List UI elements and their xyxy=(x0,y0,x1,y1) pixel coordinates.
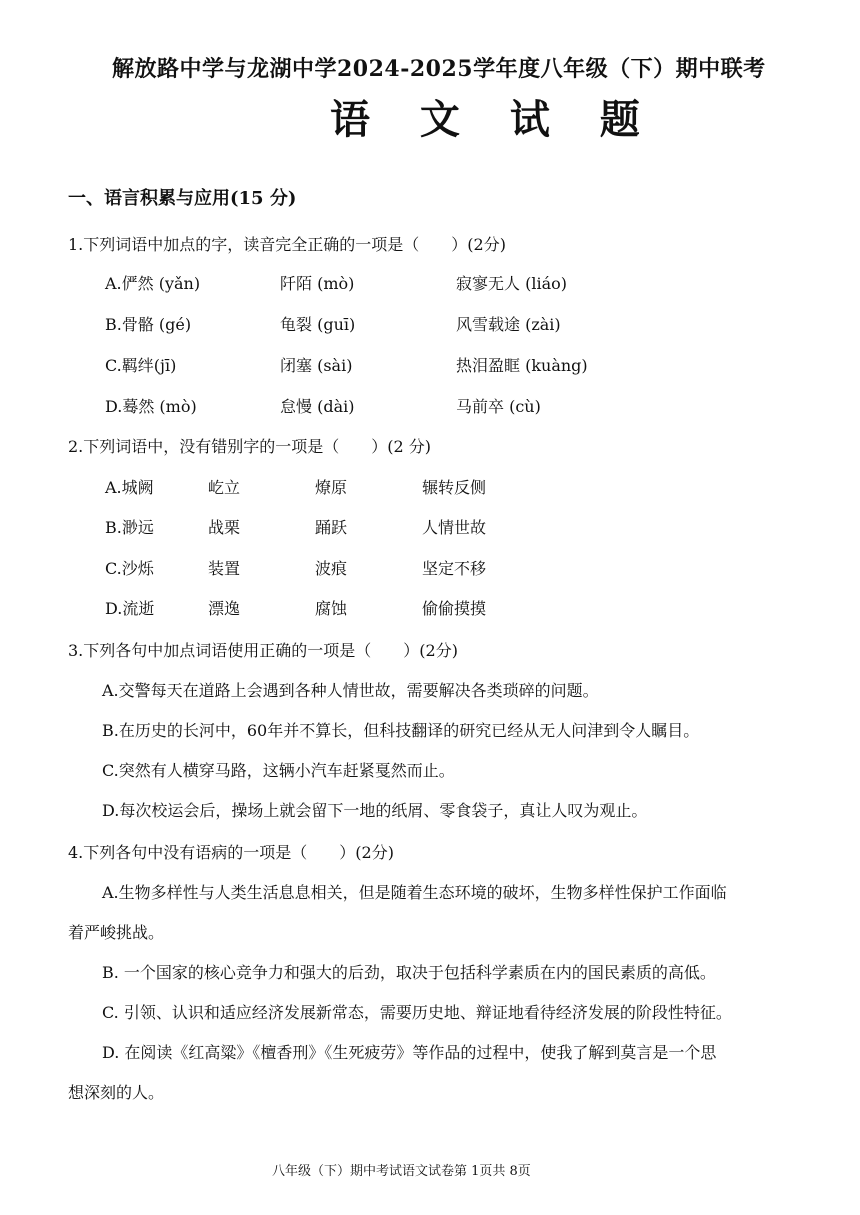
q2-option-b-word3: 踊跃 xyxy=(315,518,348,537)
q2-option-b-word4: 人情世故 xyxy=(422,518,487,537)
q2-option-a-word3: 燎原 xyxy=(315,478,348,497)
q3-option-a: A.交警每天在道路上会遇到各种人情世故，需要解决各类琐碎的问题。 xyxy=(102,681,599,700)
q2-option-d-word2: 漂逸 xyxy=(208,599,241,618)
q2-option-b-word2: 战栗 xyxy=(208,518,241,537)
q1-option-d-word2: 怠慢 (dài) xyxy=(280,397,355,416)
q4-option-b: B. 一个国家的核心竞争力和强大的后劲，取决于包括科学素质在内的国民素质的高低。 xyxy=(102,963,716,982)
page-footer: 八年级（下）期中考试语文试卷第 1页共 8页 xyxy=(272,1164,531,1179)
q1-option-a-word3: 寂寥无人 (liáo) xyxy=(456,274,567,293)
q1-option-b-word2: 龟裂 (guī) xyxy=(280,315,356,334)
q1-option-c-word2: 闭塞 (sài) xyxy=(280,356,353,375)
q2-option-d-word4: 偷偷摸摸 xyxy=(422,599,487,618)
q2-option-b-word1: B.渺远 xyxy=(105,518,154,537)
q4-option-a-line1: A.生物多样性与人类生活息息相关，但是随着生态环境的破坏，生物多样性保护工作面临 xyxy=(102,883,727,902)
q4-option-d-line1: D. 在阅读《红高粱》《檀香刑》《生死疲劳》等作品的过程中，使我了解到莫言是一个思 xyxy=(102,1043,717,1062)
question-1-stem: 1.下列词语中加点的字，读音完全正确的一项是（ ）(2分) xyxy=(68,235,506,254)
q2-option-d-word1: D.流逝 xyxy=(105,599,155,618)
q2-option-c-word1: C.沙烁 xyxy=(105,559,154,578)
q1-option-d-word3: 马前卒 (cù) xyxy=(456,397,541,416)
q2-option-a-word2: 屹立 xyxy=(208,478,241,497)
question-2-stem: 2.下列词语中，没有错别字的一项是（ ）(2 分) xyxy=(68,437,432,456)
q3-option-d: D.每次校运会后，操场上就会留下一地的纸屑、零食袋子，真让人叹为观止。 xyxy=(102,801,648,820)
q1-option-a-word1: A.俨然 (yǎn) xyxy=(105,274,201,293)
school-exam-line: 解放路中学与龙湖中学2024-2025学年度八年级（下）期中联考 xyxy=(112,56,766,82)
q2-option-c-word2: 装置 xyxy=(208,559,241,578)
q4-option-a-line2: 着严峻挑战。 xyxy=(68,923,165,942)
q1-option-b-word3: 风雪载途 (zài) xyxy=(456,315,561,334)
q1-option-c-word3: 热泪盈眶 (kuàng) xyxy=(456,356,588,375)
question-3-stem: 3.下列各句中加点词语使用正确的一项是（ ）(2分) xyxy=(68,641,458,660)
question-4-stem: 4.下列各句中没有语病的一项是（ ）(2分) xyxy=(68,843,394,862)
q2-option-a-word1: A.城阙 xyxy=(105,478,154,497)
q4-option-d-line2: 想深刻的人。 xyxy=(68,1083,165,1102)
q1-option-c-word1: C.羁绊(jī) xyxy=(105,356,177,375)
q2-option-a-word4: 辗转反侧 xyxy=(422,478,487,497)
q2-option-c-word4: 坚定不移 xyxy=(422,559,487,578)
q1-option-b-word1: B.骨骼 (gé) xyxy=(105,315,192,334)
q1-option-d-word1: D.蓦然 (mò) xyxy=(105,397,197,416)
q3-option-b: B.在历史的长河中，60年并不算长，但科技翻译的研究已经从无人问津到令人瞩目。 xyxy=(102,721,700,740)
section-heading: 一、语言积累与应用(15 分) xyxy=(68,188,297,209)
q1-option-a-word2: 阡陌 (mò) xyxy=(280,274,355,293)
q4-option-c: C. 引领、认识和适应经济发展新常态，需要历史地、辩证地看待经济发展的阶段性特征。 xyxy=(102,1003,732,1022)
q2-option-d-word3: 腐蚀 xyxy=(315,599,348,618)
q2-option-c-word3: 波痕 xyxy=(315,559,348,578)
q3-option-c: C.突然有人横穿马路，这辆小汽车赶紧戛然而止。 xyxy=(102,761,455,780)
exam-title: 语 文 试 题 xyxy=(330,96,658,143)
